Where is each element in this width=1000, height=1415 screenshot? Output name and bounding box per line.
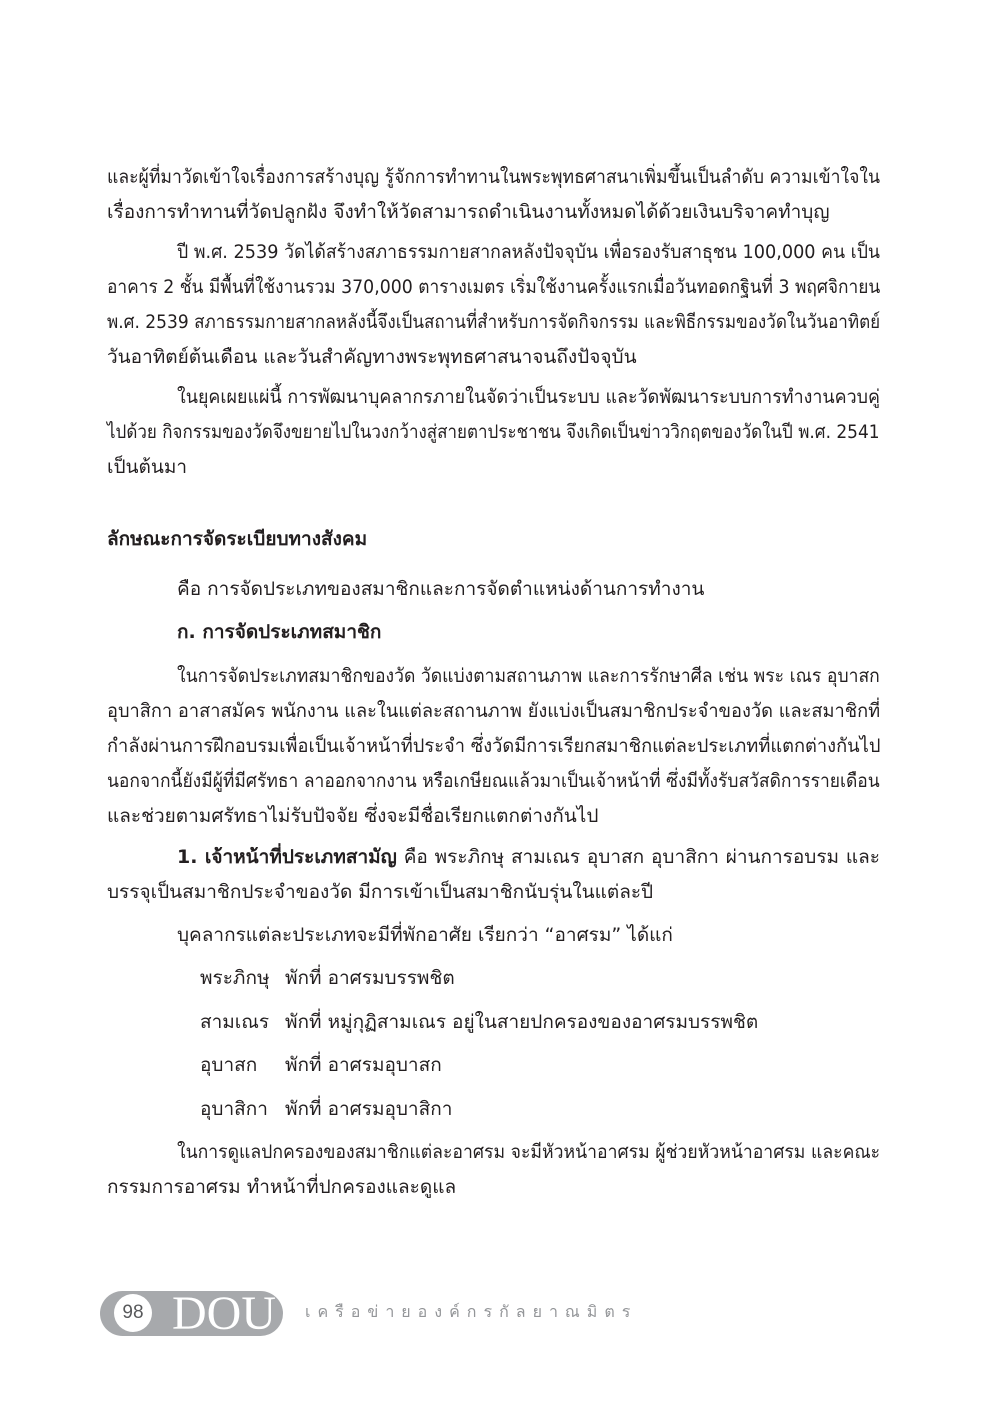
member-type: สามเณร — [200, 1011, 270, 1033]
residence: พักที่ หมู่กุฏิสามเณร อยู่ในสายปกครองของอาศรมบรรพชิต — [285, 1011, 759, 1033]
text-line: ปี พ.ศ. 2539 วัดได้สร้างสภาธรรมกายสากลหลังปัจจุบัน เพื่อรองรับสาธุชน 100,000 คน เป็น — [177, 241, 881, 263]
text-line: ไปด้วย กิจกรรมของวัดจึงขยายไปในวงกว้างสู่สายตาประชาชน จึงเกิดเป็นข่าววิกฤตของวัดในปี พ.ศ. 2541 — [107, 421, 880, 443]
text-line: วันอาทิตย์ต้นเดือน และวันสำคัญทางพระพุทธศาสนาจนถึงปัจจุบัน — [107, 346, 637, 368]
text-line: ในยุคเผยแผ่นี้ การพัฒนาบุคลากรภายในจัดว่าเป็นระบบ และวัดพัฒนาระบบการทำงานควบคู่ — [177, 386, 880, 408]
paragraph-ashram-governance — [107, 1135, 880, 1205]
paragraph-residence-intro — [107, 918, 880, 953]
residence-item — [107, 1048, 880, 1083]
text-line: บุคลากรแต่ละประเภทจะมีที่พักอาศัย เรียกว่า “อาศรม” ได้แก่ — [177, 924, 673, 946]
paragraph-regular-staff — [107, 840, 880, 910]
paragraph-member-classification — [107, 659, 880, 834]
residence-item — [107, 961, 880, 996]
text-span: คือ พระภิกษุ สามเณร อุบาสก อุบาสิกา ผ่านการอบรม และ — [403, 846, 880, 868]
section-heading: ลักษณะการจัดระเบียบทางสังคม — [107, 528, 368, 550]
text-line: อาคาร 2 ชั้น มีพื้นที่ใช้งานรวม 370,000 ตารางเมตร เริ่มใช้งานครั้งแรกเมื่อวันทอดกฐินที่ 3 พฤศจิกายน — [107, 276, 881, 298]
text-line: อุบาสิกา อาสาสมัคร พนักงาน และในแต่ละสถานภาพ ยังแบ่งเป็นสมาชิกประจำของวัด และสมาชิกที่ — [107, 700, 881, 722]
text-line: เรื่องการทำทานที่วัดปลูกฝัง จึงทำให้วัดสามารถดำเนินงานทั้งหมดได้ด้วยเงินบริจาคทำบุญ — [107, 201, 830, 223]
regular-staff-label: 1. เจ้าหน้าที่ประเภทสามัญ — [177, 846, 397, 868]
text-line: เป็นต้นมา — [107, 456, 188, 478]
section-intro-block — [107, 572, 880, 607]
section-heading-block — [107, 522, 880, 557]
text-line: กำลังผ่านการฝึกอบรมเพื่อเป็นเจ้าหน้าที่ประจำ ซึ่งวัดมีการเรียกสมาชิกแต่ละประเภทที่แตกต่างกันไป — [107, 735, 881, 757]
section-intro: คือ การจัดประเภทของสมาชิกและการจัดตำแหน่งด้านการทำงาน — [177, 578, 705, 600]
text-line: ในการดูแลปกครองของสมาชิกแต่ละอาศรม จะมีหัวหน้าอาศรม ผู้ช่วยหัวหน้าอาศรม และคณะ — [177, 1141, 881, 1163]
text-line: ในการจัดประเภทสมาชิกของวัด วัดแบ่งตามสถานภาพ และการรักษาศีล เช่น พระ เณร อุบาสก — [177, 665, 880, 687]
member-type: อุบาสก — [200, 1054, 258, 1076]
paragraph-donation-understanding — [107, 160, 880, 230]
text-line: พ.ศ. 2539 สภาธรรมกายสากลหลังนี้จึงเป็นสถานที่สำหรับการจัดกิจกรรม และพิธีกรรมของวัดในวันอาทิตย์ — [107, 311, 881, 333]
member-type: อุบาสิกา — [200, 1098, 268, 1120]
text-line: นอกจากนี้ยังมีผู้ที่มีศรัทธา ลาออกจากงาน หรือเกษียณแล้วมาเป็นเจ้าหน้าที่ ซึ่งมีทั้งรับสวัสดิการรายเดือน — [107, 770, 880, 792]
residence-item — [107, 1092, 880, 1127]
member-type: พระภิกษุ — [200, 967, 270, 989]
residence: พักที่ อาศรมอุบาสิกา — [285, 1098, 453, 1120]
text-line — [177, 840, 880, 875]
paragraph-assembly-hall-2539 — [107, 235, 880, 375]
paragraph-dissemination-era — [107, 380, 880, 485]
residence: พักที่ อาศรมอุบาสก — [285, 1054, 442, 1076]
text-line: และช่วยตามศรัทธาไม่รับปัจจัย ซึ่งจะมีชื่อเรียกแตกต่างกันไป — [107, 805, 599, 827]
footer-network-name: เครือข่ายองค์กรกัลยาณมิตร — [305, 1302, 638, 1321]
text-line: กรรมการอาศรม ทำหน้าที่ปกครองและดูแล — [107, 1176, 457, 1198]
text-line: และผู้ที่มาวัดเข้าใจเรื่องการสร้างบุญ รู้จักการทำทานในพระพุทธศาสนาเพิ่มขึ้นเป็นลำดับ ความเข้าใจใน — [107, 166, 880, 188]
text-line: บรรจุเป็นสมาชิกประจำของวัด มีการเข้าเป็นสมาชิกนับรุ่นในแต่ละปี — [107, 881, 654, 903]
page-number: 98 — [114, 1294, 152, 1332]
footer-badge — [100, 1291, 283, 1336]
dou-logo: DOU — [172, 1291, 276, 1336]
residence-item — [107, 1005, 880, 1040]
subheading-block — [107, 615, 880, 650]
residence: พักที่ อาศรมบรรพชิต — [285, 967, 455, 989]
subheading-member-classification: ก. การจัดประเภทสมาชิก — [177, 621, 382, 643]
